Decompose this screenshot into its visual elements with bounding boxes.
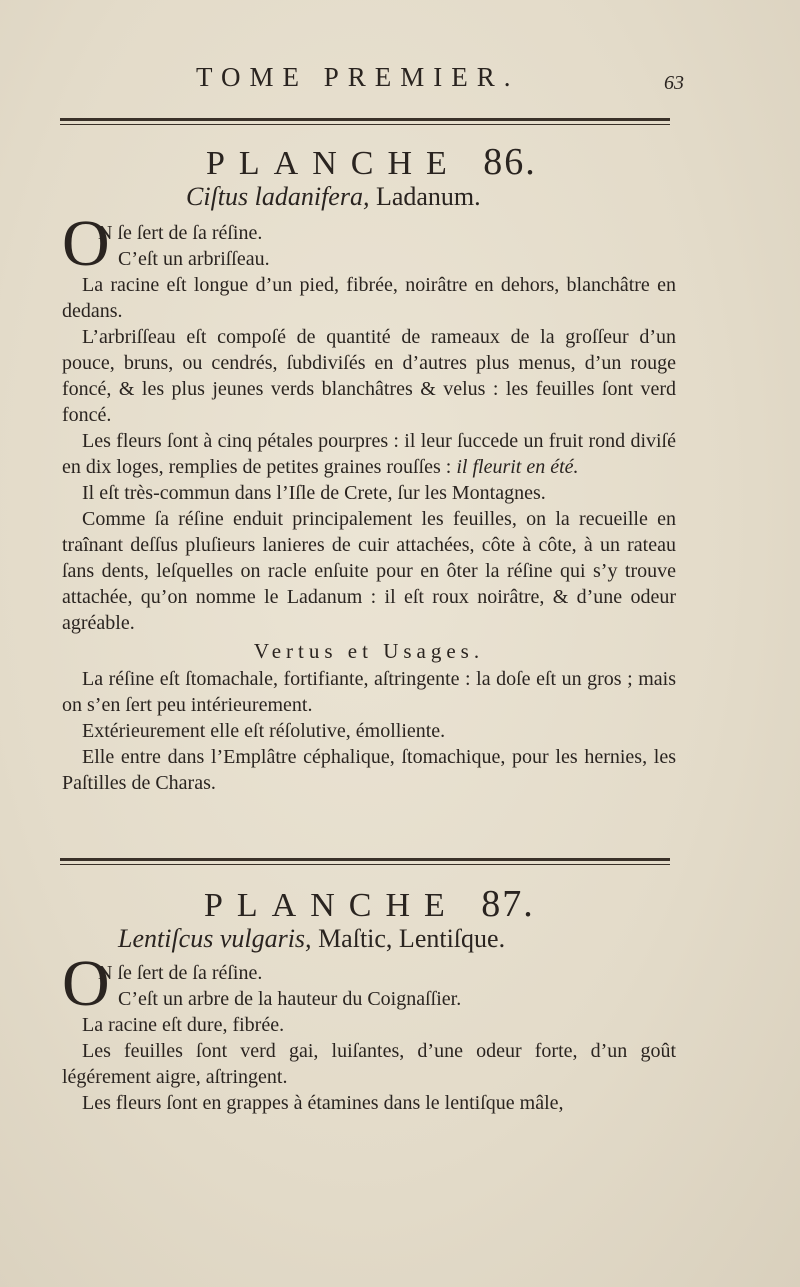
plate-86-virtue: La réſine eſt ſtomachale, fortifiante, aſtringente : la doſe eſt un gros ; mais on s’en ſert peu intérieurement.: [62, 668, 676, 716]
plate-86-paragraph: La racine eſt longue d’un pied, fibrée, noirâtre en dehors, blanchâtre en dedans.: [62, 274, 676, 322]
plate-86-common-name: Ladanum.: [375, 182, 481, 211]
plate-87-common-name: Maſtic, Lentiſque.: [318, 924, 506, 953]
plate-87-body: [62, 960, 676, 1116]
plate-87-line-2: C’eſt un arbre de la hauteur du Coignaſſier.: [118, 988, 462, 1010]
plate-86-label: PLANCHE: [206, 145, 461, 182]
plate-87-paragraph: Les feuilles ſont verd gai, luiſantes, d’une odeur forte, d’un goût légérement aigre, aſtringent.: [62, 1040, 676, 1088]
plate-86-paragraph: L’arbriſſeau eſt compoſé de quantité de rameaux de la groſſeur d’un pouce, bruns, ou cendrés, ſubdiviſés en d’autres plus menus, d’un rouge foncé, & les plus jeunes verds blanchâtres & velus : les feuilles ſont verd foncé.: [62, 326, 676, 426]
plate-86-virtue: Elle entre dans l’Emplâtre céphalique, ſtomachique, pour les hernies, les Paſtilles de Charas.: [62, 746, 676, 794]
plate-86-paragraph-text: Les fleurs ſont à cinq pétales pourpres : il leur ſuccede un fruit rond diviſé en dix loges, remplies de petites graines rouſſes :: [62, 430, 676, 478]
running-head: TOME PREMIER.: [196, 62, 520, 92]
plate-87-dropcap: O: [62, 947, 110, 1020]
plate-87-plant-name: [118, 924, 505, 954]
plate-86-flower-note: il fleurit en été.: [456, 456, 579, 478]
section-rule: [60, 858, 670, 865]
plate-86-paragraph: [62, 428, 676, 480]
plate-87-paragraph: Les fleurs ſont en grappes à étamines dans le lentiſque mâle,: [82, 1092, 564, 1114]
top-rule: [60, 118, 670, 125]
plate-86-title: [206, 140, 537, 184]
plate-86-plant-name: [186, 182, 481, 212]
plate-86-subhead: Vertus et Usages.: [253, 639, 485, 663]
plate-87-paragraph: La racine eſt dure, fibrée.: [82, 1014, 285, 1036]
plate-86-latin-name: Ciſtus ladanifera,: [186, 182, 370, 211]
plate-86-number: 86.: [483, 141, 537, 183]
plate-86-dropcap: O: [62, 207, 110, 280]
plate-86-body: [62, 220, 676, 796]
plate-86-virtue: Extérieurement elle eſt réſolutive, émolliente.: [82, 720, 446, 742]
plate-87-latin-name: Lentiſcus vulgaris,: [118, 924, 312, 953]
plate-86-paragraph: Comme ſa réſine enduit principalement les feuilles, on la recueille en traînant deſſus pluſieurs lanieres de cuir attachées, côte à côte, à un rateau ſans dents, leſquelles on racle enſuite pour en ôter la réſine qui s’y trouve attachée, qu’on nomme le Ladanum : il eſt roux noirâtre, & d’une odeur agréable.: [62, 508, 676, 634]
plate-87-title: [204, 882, 535, 926]
plate-86-paragraph: Il eſt très-commun dans l’Iſle de Crete, ſur les Montagnes.: [82, 482, 546, 504]
plate-86-line-2: C’eſt un arbriſſeau.: [118, 248, 270, 270]
page-number: 63: [664, 72, 684, 94]
plate-87-label: PLANCHE: [204, 887, 459, 924]
plate-86-line-1: N ſe ſert de ſa réſine.: [98, 222, 263, 244]
plate-87-line-1: N ſe ſert de ſa réſine.: [98, 962, 263, 984]
plate-87-number: 87.: [481, 883, 535, 925]
